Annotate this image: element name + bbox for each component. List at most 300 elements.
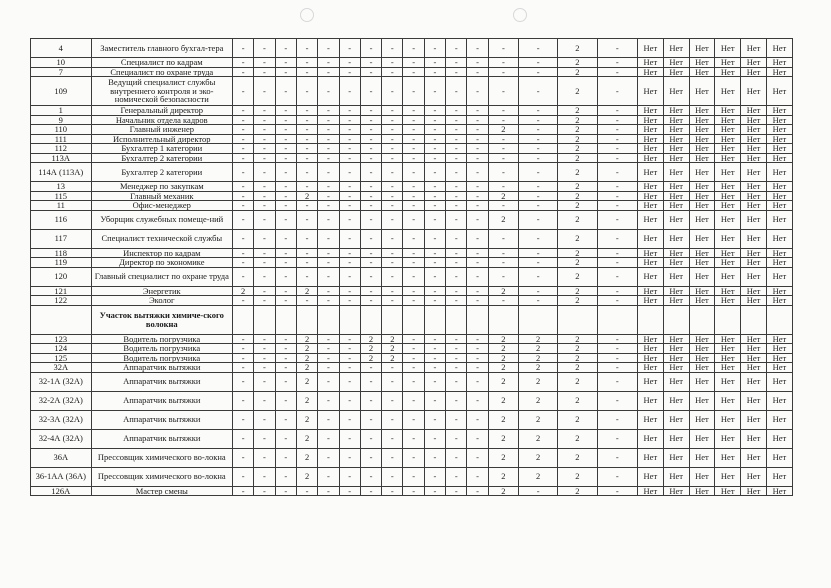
factor-class-cell: - [403,153,424,163]
guarantee-cell: Нет [715,106,741,116]
position-name: Мастер смены [91,486,232,496]
factor-class-cell: - [424,363,445,373]
factor-class-cell: - [296,125,317,135]
factor-class-cell: - [467,191,488,201]
position-name: Инспектор по кадрам [91,248,232,258]
factor-class-cell: - [382,115,403,125]
factor-class-cell: - [597,467,637,486]
factor-class-cell: 2 [558,115,597,125]
factor-class-cell: - [232,39,253,58]
factor-class-cell: - [254,191,275,201]
factor-class-cell: - [467,106,488,116]
guarantee-cell: Нет [766,106,792,116]
guarantee-cell: Нет [663,286,689,296]
factor-class-cell: - [254,486,275,496]
guarantee-cell: Нет [741,182,767,192]
factor-class-cell: - [232,344,253,354]
factor-class-cell: - [296,267,317,286]
factor-class-cell: - [519,248,558,258]
factor-class-cell: - [232,267,253,286]
factor-class-cell: - [254,144,275,154]
factor-class-cell: - [339,410,360,429]
factor-class-cell: - [318,210,339,229]
guarantee-cell: Нет [663,344,689,354]
guarantee-cell: Нет [741,248,767,258]
factor-class-cell: - [232,210,253,229]
guarantee-cell: Нет [637,363,663,373]
table-row [31,67,793,77]
factor-class-cell: - [360,286,381,296]
factor-class-cell: - [275,448,296,467]
guarantee-cell: Нет [715,344,741,354]
guarantee-cell: Нет [637,210,663,229]
factor-class-cell: - [597,106,637,116]
factor-class-cell: 2 [296,429,317,448]
factor-class-cell: - [446,201,467,211]
guarantee-cell: Нет [766,134,792,144]
factor-class-cell: - [403,182,424,192]
factor-class-cell: - [318,486,339,496]
factor-class-cell: - [424,286,445,296]
guarantee-cell: Нет [741,286,767,296]
factor-class-cell: - [339,467,360,486]
factor-class-cell: - [519,210,558,229]
guarantee-cell: Нет [689,58,715,68]
table-row [31,344,793,354]
factor-class-cell: 2 [488,286,518,296]
factor-class-cell: 2 [296,363,317,373]
guarantee-cell: Нет [715,115,741,125]
factor-class-cell: - [296,210,317,229]
factor-class-cell: - [382,363,403,373]
row-number: 115 [31,191,92,201]
factor-class-cell: - [232,229,253,248]
table-row [31,144,793,154]
factor-class-cell: - [467,229,488,248]
factor-class-cell: - [467,58,488,68]
factor-class-cell: - [467,467,488,486]
factor-class-cell: - [597,296,637,306]
factor-class-cell: - [296,67,317,77]
factor-class-cell: - [232,163,253,182]
guarantee-cell: Нет [689,363,715,373]
position-name: Специалист по кадрам [91,58,232,68]
row-number: 114А (113А) [31,163,92,182]
factor-class-cell: - [382,58,403,68]
factor-class-cell: - [597,144,637,154]
guarantee-cell: Нет [715,363,741,373]
factor-class-cell: - [318,467,339,486]
table-row [31,429,793,448]
factor-class-cell: 2 [296,334,317,344]
guarantee-cell: Нет [637,125,663,135]
position-name: Уборщик служебных помеще-ний [91,210,232,229]
factor-class-cell: - [424,191,445,201]
factor-class-cell: - [403,258,424,268]
table-row [31,125,793,135]
factor-class-cell: - [339,229,360,248]
factor-class-cell: - [446,67,467,77]
factor-class-cell: - [446,258,467,268]
factor-class-cell: - [403,210,424,229]
factor-class-cell: 2 [558,429,597,448]
guarantee-cell: Нет [715,39,741,58]
guarantee-cell: Нет [766,191,792,201]
factor-class-cell: - [467,125,488,135]
factor-class-cell: - [403,201,424,211]
position-name: Директор по экономике [91,258,232,268]
factor-class-cell: - [296,182,317,192]
row-number: 9 [31,115,92,125]
empty-cell [424,305,445,334]
factor-class-cell: - [467,182,488,192]
factor-class-cell: - [382,296,403,306]
factor-class-cell: - [403,163,424,182]
factor-class-cell: - [424,267,445,286]
row-number: 4 [31,39,92,58]
factor-class-cell: - [424,248,445,258]
factor-class-cell: - [467,267,488,286]
factor-class-cell: - [424,153,445,163]
factor-class-cell: 2 [382,353,403,363]
factor-class-cell: - [488,296,518,306]
factor-class-cell: - [360,267,381,286]
factor-class-cell: - [275,210,296,229]
position-name: Прессовщик химического во-локна [91,448,232,467]
factor-class-cell: - [232,144,253,154]
factor-class-cell: 2 [558,153,597,163]
factor-class-cell: - [519,191,558,201]
guarantee-cell: Нет [663,267,689,286]
factor-class-cell: - [382,144,403,154]
factor-class-cell: - [339,106,360,116]
factor-class-cell: - [446,210,467,229]
empty-cell [558,305,597,334]
factor-class-cell: 2 [558,286,597,296]
factor-class-cell: - [519,144,558,154]
table-row [31,267,793,286]
factor-class-cell: - [519,134,558,144]
factor-class-cell: 2 [488,344,518,354]
factor-class-cell: - [403,115,424,125]
table-row [31,153,793,163]
factor-class-cell: - [424,410,445,429]
factor-class-cell: 2 [519,372,558,391]
guarantee-cell: Нет [689,182,715,192]
factor-class-cell: - [296,115,317,125]
factor-class-cell: - [467,353,488,363]
guarantee-cell: Нет [663,391,689,410]
guarantee-cell: Нет [741,58,767,68]
factor-class-cell: 2 [488,191,518,201]
row-number: 109 [31,77,92,106]
empty-cell [232,305,253,334]
factor-class-cell: - [597,153,637,163]
factor-class-cell: - [232,201,253,211]
factor-class-cell: - [424,210,445,229]
factor-class-cell: 2 [296,448,317,467]
guarantee-cell: Нет [741,267,767,286]
guarantee-cell: Нет [741,353,767,363]
guarantee-cell: Нет [741,391,767,410]
empty-cell [741,305,767,334]
guarantee-cell: Нет [663,125,689,135]
guarantee-cell: Нет [741,163,767,182]
factor-class-cell: - [382,486,403,496]
guarantee-cell: Нет [741,39,767,58]
guarantee-cell: Нет [637,296,663,306]
factor-class-cell: - [339,125,360,135]
factor-class-cell: - [467,210,488,229]
factor-class-cell: 2 [558,372,597,391]
factor-class-cell: - [360,363,381,373]
table-row [31,58,793,68]
factor-class-cell: - [275,363,296,373]
position-name: Главный специалист по охране труда [91,267,232,286]
factor-class-cell: - [232,429,253,448]
factor-class-cell: - [360,191,381,201]
punch-hole-left [300,8,314,22]
guarantee-cell: Нет [766,296,792,306]
factor-class-cell: - [232,486,253,496]
guarantee-cell: Нет [663,410,689,429]
factor-class-cell: - [597,372,637,391]
factor-class-cell: - [519,125,558,135]
factor-class-cell: - [318,286,339,296]
position-name: Специалист технической службы [91,229,232,248]
row-number: 113А [31,153,92,163]
guarantee-cell: Нет [663,334,689,344]
factor-class-cell: - [360,229,381,248]
guarantee-cell: Нет [663,134,689,144]
position-name: Аппаратчик вытяжки [91,363,232,373]
table-row [31,163,793,182]
factor-class-cell: 2 [382,334,403,344]
factor-class-cell: - [446,144,467,154]
guarantee-cell: Нет [689,163,715,182]
empty-cell [519,305,558,334]
table-row [31,248,793,258]
factor-class-cell: - [446,391,467,410]
guarantee-cell: Нет [741,410,767,429]
guarantee-cell: Нет [663,210,689,229]
factor-class-cell: - [403,353,424,363]
factor-class-cell: - [254,125,275,135]
factor-class-cell: - [446,286,467,296]
factor-class-cell: - [446,106,467,116]
factor-class-cell: - [360,125,381,135]
row-number: 11 [31,201,92,211]
guarantee-cell: Нет [715,334,741,344]
factor-class-cell: - [467,258,488,268]
row-number: 36А [31,448,92,467]
factor-class-cell: - [597,391,637,410]
guarantee-cell: Нет [689,286,715,296]
guarantee-cell: Нет [715,229,741,248]
factor-class-cell: - [597,258,637,268]
position-name: Бухгалтер 1 категории [91,144,232,154]
factor-class-cell: 2 [519,467,558,486]
factor-class-cell: - [275,267,296,286]
guarantee-cell: Нет [689,258,715,268]
factor-class-cell: - [488,153,518,163]
factor-class-cell: - [360,258,381,268]
factor-class-cell: - [232,182,253,192]
factor-class-cell: - [339,267,360,286]
factor-class-cell: - [254,67,275,77]
factor-class-cell: - [446,134,467,144]
row-number: 32А [31,363,92,373]
factor-class-cell: - [232,153,253,163]
factor-class-cell: - [318,67,339,77]
factor-class-cell: - [318,334,339,344]
factor-class-cell: - [275,163,296,182]
factor-class-cell: - [597,410,637,429]
factor-class-cell: - [360,429,381,448]
guarantee-cell: Нет [766,77,792,106]
factor-class-cell: - [519,39,558,58]
factor-class-cell: - [403,372,424,391]
guarantee-cell: Нет [663,296,689,306]
factor-class-cell: - [275,201,296,211]
row-number: 121 [31,286,92,296]
factor-class-cell: 2 [558,58,597,68]
factor-class-cell: - [403,229,424,248]
factor-class-cell: - [296,258,317,268]
guarantee-cell: Нет [715,486,741,496]
empty-cell [446,305,467,334]
position-name: Генеральный директор [91,106,232,116]
factor-class-cell: - [232,106,253,116]
factor-class-cell: - [467,391,488,410]
row-number: 123 [31,334,92,344]
guarantee-cell: Нет [715,258,741,268]
guarantee-cell: Нет [637,267,663,286]
guarantee-cell: Нет [766,248,792,258]
guarantee-cell: Нет [689,296,715,306]
row-number: 120 [31,267,92,286]
position-name: Менеджер по закупкам [91,182,232,192]
factor-class-cell: - [254,334,275,344]
guarantee-cell: Нет [741,334,767,344]
guarantee-cell: Нет [741,67,767,77]
factor-class-cell: 2 [558,248,597,258]
position-name: Главный механик [91,191,232,201]
factor-class-cell: - [296,201,317,211]
factor-class-cell: - [232,363,253,373]
factor-class-cell: - [339,210,360,229]
position-name: Аппаратчик вытяжки [91,429,232,448]
table-body [31,39,793,496]
factor-class-cell: - [275,229,296,248]
guarantee-cell: Нет [715,134,741,144]
factor-class-cell: - [467,248,488,258]
guarantee-cell: Нет [741,77,767,106]
factor-class-cell: - [275,296,296,306]
factor-class-cell: - [318,353,339,363]
factor-class-cell: 2 [296,410,317,429]
guarantee-cell: Нет [663,144,689,154]
factor-class-cell: - [597,182,637,192]
factor-class-cell: - [275,286,296,296]
factor-class-cell: - [467,67,488,77]
factor-class-cell: - [318,153,339,163]
factor-class-cell: 2 [558,353,597,363]
factor-class-cell: - [597,486,637,496]
factor-class-cell: - [446,77,467,106]
guarantee-cell: Нет [689,67,715,77]
guarantee-cell: Нет [689,229,715,248]
guarantee-cell: Нет [689,210,715,229]
factor-class-cell: - [382,77,403,106]
factor-class-cell: - [296,229,317,248]
factor-class-cell: - [254,229,275,248]
factor-class-cell: - [339,372,360,391]
guarantee-cell: Нет [715,77,741,106]
factor-class-cell: - [467,286,488,296]
guarantee-cell: Нет [637,344,663,354]
row-number: 10 [31,58,92,68]
factor-class-cell: - [446,248,467,258]
guarantee-cell: Нет [715,296,741,306]
factor-class-cell: - [424,258,445,268]
table-row [31,115,793,125]
guarantee-cell: Нет [715,467,741,486]
factor-class-cell: - [254,106,275,116]
guarantee-cell: Нет [766,201,792,211]
factor-class-cell: - [339,363,360,373]
factor-class-cell: - [488,229,518,248]
factor-class-cell: 2 [382,344,403,354]
factor-class-cell: - [446,125,467,135]
position-name: Аппаратчик вытяжки [91,372,232,391]
factor-class-cell: 2 [488,334,518,344]
factor-class-cell: - [488,267,518,286]
guarantee-cell: Нет [637,486,663,496]
factor-class-cell: - [382,267,403,286]
factor-class-cell: 2 [558,467,597,486]
factor-class-cell: 2 [488,429,518,448]
factor-class-cell: - [232,191,253,201]
guarantee-cell: Нет [689,391,715,410]
factor-class-cell: - [318,191,339,201]
guarantee-cell: Нет [715,144,741,154]
factor-class-cell: - [360,134,381,144]
factor-class-cell: - [254,115,275,125]
guarantee-cell: Нет [689,77,715,106]
factor-class-cell: - [296,296,317,306]
factor-class-cell: - [597,286,637,296]
empty-cell [318,305,339,334]
guarantee-cell: Нет [766,229,792,248]
guarantee-cell: Нет [689,467,715,486]
factor-class-cell: - [467,144,488,154]
factor-class-cell: - [403,363,424,373]
factor-class-cell: - [339,296,360,306]
factor-class-cell: 2 [558,229,597,248]
factor-class-cell: - [467,344,488,354]
guarantee-cell: Нет [689,248,715,258]
guarantee-cell: Нет [741,363,767,373]
factor-class-cell: - [360,153,381,163]
row-number: 32-3А (32А) [31,410,92,429]
factor-class-cell: - [254,258,275,268]
guarantee-cell: Нет [689,125,715,135]
factor-class-cell: - [467,153,488,163]
factor-class-cell: 2 [360,334,381,344]
guarantee-cell: Нет [637,106,663,116]
table-row [31,391,793,410]
